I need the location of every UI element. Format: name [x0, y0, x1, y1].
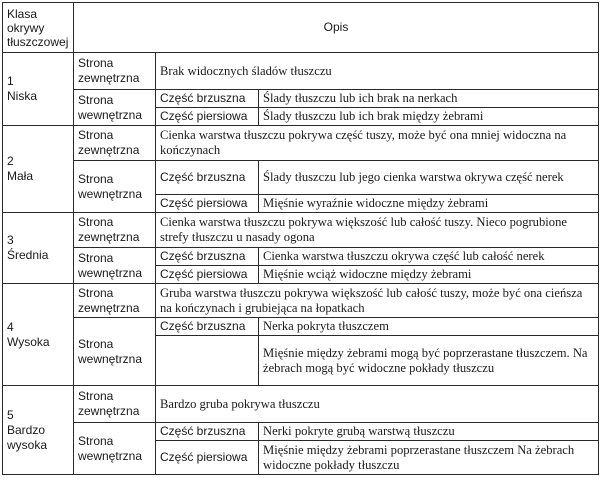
header-klasa: Klasa okrywy tłuszczowej	[3, 3, 74, 53]
strona-zewnetrzna-label: Strona zewnętrzna	[74, 53, 156, 90]
strona-zewnetrzna-opis: Brak widocznych śladów tłuszczu	[156, 53, 599, 90]
header-row	[3, 3, 599, 53]
klasa-number: 2	[7, 154, 14, 168]
czesc-piersiowa-opis: Mięśnie między żebrami poprzerastane tłuszczem Na żebrach widoczne pokłady tłuszczu	[259, 441, 599, 475]
klasa-name: Bardzo wysoka	[7, 422, 48, 452]
klasa-name: Średnia	[7, 248, 49, 262]
klasa-cell	[3, 386, 74, 475]
strona-zewnetrzna-label: Strona zewnętrzna	[74, 213, 156, 248]
strona-wewnetrzna-label: Strona wewnętrzna	[74, 423, 156, 475]
czesc-piersiowa-opis: Mięśnie między żebrami mogą być poprzerastane tłuszczem. Na żebrach mogą być widoczne pokłady tłuszczu	[259, 336, 599, 386]
strona-zewnetrzna-label: Strona zewnętrzna	[74, 284, 156, 318]
klasa-cell	[3, 126, 74, 213]
table-row	[3, 161, 599, 195]
strona-wewnetrzna-label: Strona wewnętrzna	[74, 90, 156, 126]
czesc-piersiowa-label	[156, 336, 259, 386]
table-row	[3, 318, 599, 336]
header-opis: Opis	[74, 3, 599, 53]
czesc-piersiowa-opis: Ślady tłuszczu lub ich brak między żebrami	[259, 108, 599, 126]
table-row	[3, 248, 599, 266]
klasa-number: 5	[7, 407, 14, 422]
czesc-brzuszna-label: Część brzuszna	[156, 90, 259, 108]
strona-wewnetrzna-label: Strona wewnętrzna	[74, 318, 156, 386]
page	[2, 2, 598, 483]
strona-zewnetrzna-opis: Cienka warstwa tłuszczu pokrywa część tuszy, może być ona mniej widoczna na kończynach	[156, 126, 599, 161]
klasa-number: 3	[7, 233, 14, 247]
czesc-brzuszna-label: Część brzuszna	[156, 423, 259, 441]
strona-zewnetrzna-label: Strona zewnętrzna	[74, 126, 156, 161]
table-row	[3, 284, 599, 318]
strona-wewnetrzna-label: Strona wewnętrzna	[74, 248, 156, 284]
czesc-piersiowa-label: Część piersiowa	[156, 441, 259, 475]
strona-zewnetrzna-opis: Bardzo gruba pokrywa tłuszczu	[156, 386, 599, 423]
strona-zewnetrzna-opis: Cienka warstwa tłuszczu pokrywa większość lub całość tuszy. Nieco pogrubione strefy tłuszczu u nasady ogona	[156, 213, 599, 248]
klasa-cell	[3, 213, 74, 284]
czesc-piersiowa-opis: Mięśnie wciąż widoczne między żebrami	[259, 266, 599, 284]
strona-zewnetrzna-opis: Gruba warstwa tłuszczu pokrywa większość lub całość tuszy, może być ona cieńsza na kończynach i grubiejąca na łopatkach	[156, 284, 599, 318]
czesc-brzuszna-opis: Cienka warstwa tłuszczu okrywa część lub całość nerek	[259, 248, 599, 266]
czesc-piersiowa-label: Część piersiowa	[156, 108, 259, 126]
strona-wewnetrzna-label: Strona wewnętrzna	[74, 161, 156, 213]
czesc-brzuszna-opis: Ślady tłuszczu lub jego cienka warstwa okrywa część nerek	[259, 161, 599, 195]
table-row	[3, 126, 599, 161]
czesc-brzuszna-label: Część brzuszna	[156, 161, 259, 195]
klasa-cell	[3, 53, 74, 126]
klasa-number: 1	[7, 74, 14, 88]
fat-class-table	[2, 2, 599, 475]
klasa-name: Mała	[7, 169, 34, 183]
table-row	[3, 213, 599, 248]
klasa-name: Niska	[7, 89, 38, 103]
czesc-brzuszna-opis: Nerki pokryte grubą warstwą tłuszczu	[259, 423, 599, 441]
klasa-cell	[3, 284, 74, 386]
czesc-piersiowa-opis: Mięśnie wyraźnie widoczne między żebrami	[259, 195, 599, 213]
czesc-piersiowa-label: Część piersiowa	[156, 266, 259, 284]
klasa-number: 4	[7, 319, 14, 334]
czesc-brzuszna-opis: Ślady tłuszczu lub ich brak na nerkach	[259, 90, 599, 108]
czesc-brzuszna-label: Część brzuszna	[156, 248, 259, 266]
czesc-piersiowa-label: Część piersiowa	[156, 195, 259, 213]
czesc-brzuszna-opis: Nerka pokryta tłuszczem	[259, 318, 599, 336]
table-row	[3, 90, 599, 108]
czesc-brzuszna-label: Część brzuszna	[156, 318, 259, 336]
klasa-name: Wysoka	[7, 334, 50, 349]
table-row	[3, 53, 599, 90]
table-row	[3, 423, 599, 441]
strona-zewnetrzna-label: Strona zewnętrzna	[74, 386, 156, 423]
table-row	[3, 386, 599, 423]
